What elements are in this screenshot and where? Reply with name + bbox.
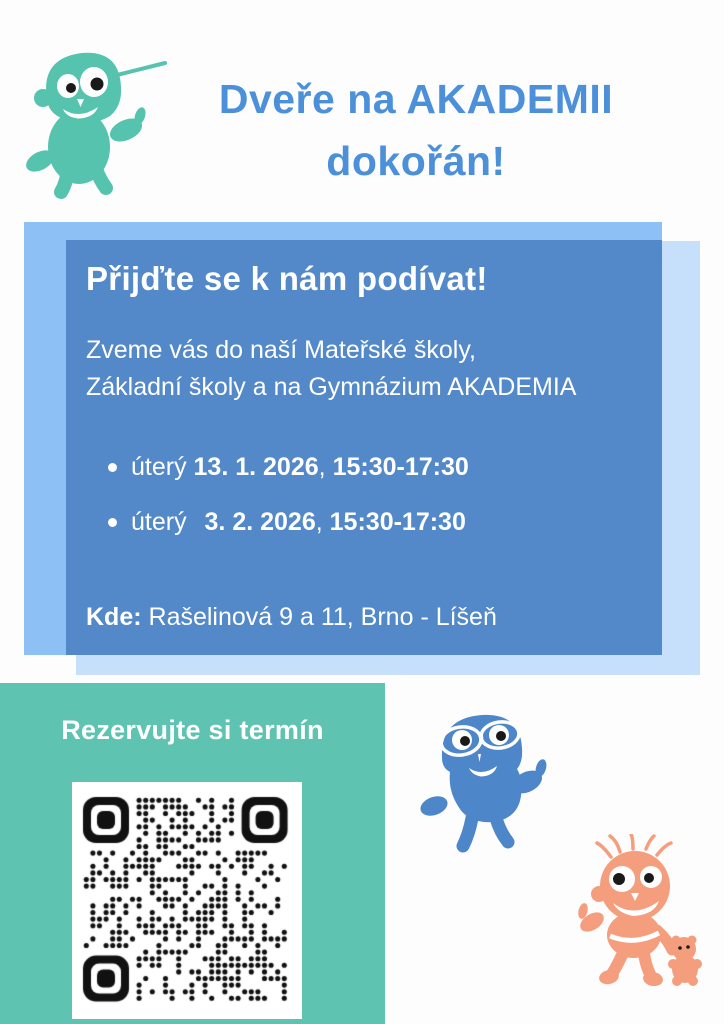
event-item-2: [108, 507, 469, 537]
invite-intro-line1: Zveme vás do naší Mateřské školy,: [86, 336, 476, 364]
poster-title-line1: Dveře na AKADEMII: [218, 76, 614, 122]
event-time: 15:30-17:30: [329, 507, 466, 536]
event-time: 15:30-17:30: [332, 452, 469, 481]
reservation-panel: [0, 683, 385, 1024]
qr-panel: [72, 782, 302, 1019]
bullet-icon: [108, 463, 117, 472]
event-separator: ,: [315, 507, 330, 536]
event-list: [108, 452, 469, 562]
qr-code-icon: [72, 782, 302, 1019]
location-value: Rašelinová 9 a 11, Brno - Líšeň: [148, 603, 497, 631]
poster-title-line2: dokořán!: [326, 138, 506, 184]
event-separator: ,: [318, 452, 333, 481]
invite-panel: [66, 240, 662, 655]
blue-mascot-icon: [420, 706, 550, 862]
location-space: [142, 603, 149, 631]
teal-mascot-icon: [16, 42, 168, 200]
location-line: [86, 603, 497, 632]
poster-title: [170, 68, 662, 192]
invite-heading: Přijďte se k nám podívat!: [86, 260, 488, 297]
invite-intro-line2: Základní školy a na Gymnázium AKADEMIA: [86, 373, 577, 401]
invite-intro: [86, 332, 576, 406]
event-day: úterý: [131, 452, 194, 481]
orange-mascot-icon: [568, 834, 710, 986]
reservation-label: Rezervujte si termín: [61, 715, 324, 745]
event-date: 13. 1. 2026: [193, 452, 319, 481]
event-item-1: [108, 452, 469, 482]
event-date: 3. 2. 2026: [204, 507, 316, 536]
bullet-icon: [108, 518, 117, 527]
location-label: Kde:: [86, 603, 142, 631]
event-day: úterý: [131, 507, 194, 536]
